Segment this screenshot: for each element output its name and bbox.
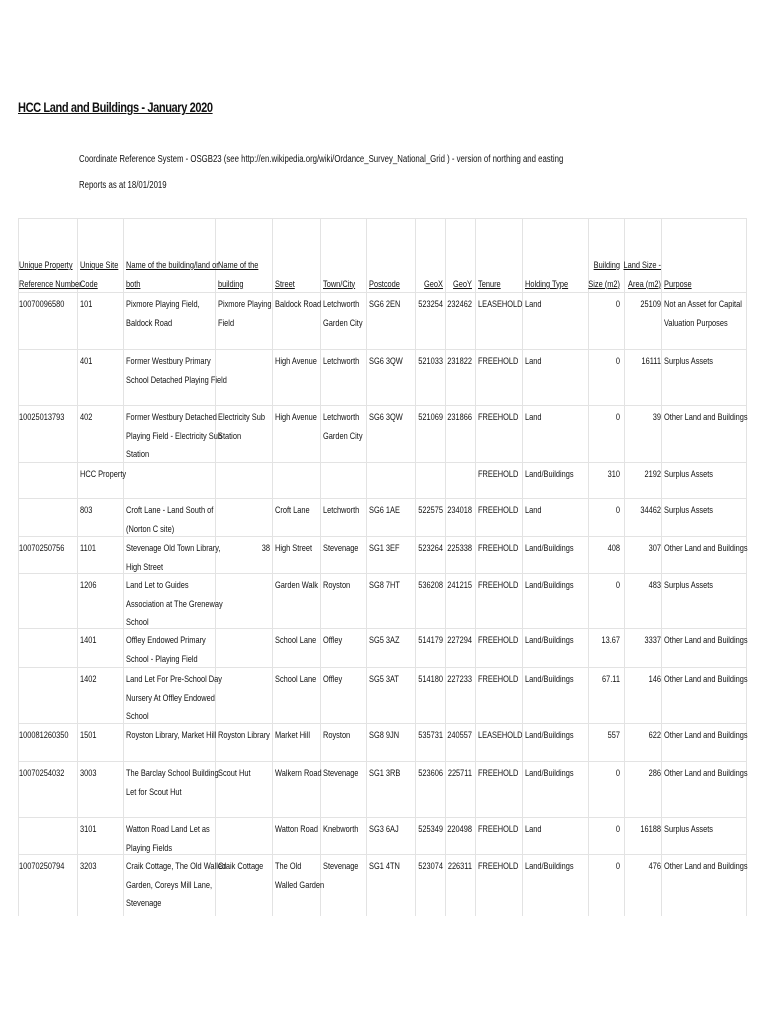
cell-tenure: LEASEHOLD (478, 299, 523, 310)
column-divider (445, 218, 446, 916)
cell-name: Station (126, 449, 150, 460)
cell-htype: Land/Buildings (525, 730, 574, 741)
table-row-divider (18, 462, 746, 463)
cell-uprn: Unique Property (19, 260, 73, 271)
cell-htype: Land/Buildings (525, 635, 574, 646)
cell-geox: 536208 (418, 580, 443, 591)
cell-town: Stevenage (323, 543, 359, 554)
cell-bsize: 0 (615, 768, 620, 779)
cell-postcode: SG6 1AE (369, 505, 400, 516)
cell-lsize: Area (m2) (628, 278, 661, 290)
table-row-divider (18, 854, 746, 855)
cell-town: Royston (323, 580, 351, 591)
cell-purpose: Not an Asset for Capital (664, 299, 742, 310)
cell-geoy: 234018 (447, 505, 472, 516)
cell-geoy: 232462 (447, 299, 472, 310)
cell-bname: Electricity Sub (218, 412, 265, 423)
cell-tenure: FREEHOLD (478, 505, 519, 516)
cell-lsize: 2192 (644, 469, 661, 480)
cell-postcode: SG3 6AJ (369, 824, 399, 835)
column-divider (77, 218, 78, 916)
cell-htype: Land/Buildings (525, 674, 574, 685)
cell-purpose: Other Land and Buildings (664, 543, 748, 554)
cell-uprn: 10070250756 (19, 543, 65, 554)
column-divider (123, 218, 124, 916)
cell-tenure: LEASEHOLD (478, 730, 523, 741)
cell-tenure: FREEHOLD (478, 469, 519, 480)
cell-name: Stevenage Old Town Library, (126, 543, 221, 554)
cell-geox: 523254 (418, 299, 443, 310)
cell-bsize: 0 (615, 861, 620, 872)
cell-postcode: SG1 4TN (369, 861, 400, 872)
cell-tenure: FREEHOLD (478, 674, 519, 685)
cell-street: Walled Garden (275, 879, 325, 891)
cell-lsize: 307 (648, 543, 661, 554)
cell-uprn: 100081260350 (19, 730, 69, 741)
cell-bname: Name of the (218, 260, 259, 271)
cell-street: Market Hill (275, 730, 311, 741)
cell-postcode: SG6 3QW (369, 412, 403, 423)
cell-geoy: 227294 (447, 635, 472, 646)
cell-site: 1402 (80, 674, 97, 685)
column-divider (475, 218, 476, 916)
cell-geoy: 227233 (447, 674, 472, 685)
cell-town: Letchworth (323, 412, 360, 423)
cell-street: Street (275, 278, 295, 290)
cell-tenure: FREEHOLD (478, 861, 519, 872)
cell-name: High Street (126, 561, 164, 573)
cell-bname: Craik Cottage (218, 861, 264, 872)
cell-bname: Field (218, 317, 235, 329)
cell-street: The Old (275, 861, 302, 872)
cell-postcode: Postcode (369, 278, 400, 290)
cell-town: Letchworth (323, 299, 360, 310)
cell-bsize: 13.67 (601, 635, 620, 646)
cell-name: Stevenage (126, 898, 162, 909)
table-row-divider (18, 723, 746, 724)
cell-bsize: Building (593, 260, 620, 271)
cell-lsize: 16111 (641, 356, 661, 367)
cell-geox: 535731 (418, 730, 443, 741)
cell-name: Former Westbury Primary (126, 356, 211, 367)
cell-name: Let for Scout Hut (126, 786, 182, 798)
cell-bname: Station (218, 430, 242, 442)
column-divider (215, 218, 216, 916)
cell-town: Town/City (323, 278, 356, 290)
cell-name: Nursery At Offley Endowed (126, 692, 215, 704)
cell-geox: 523606 (418, 768, 443, 779)
report-date: Reports as at 18/01/2019 (79, 180, 167, 191)
cell-bname: Royston Library (218, 730, 270, 741)
cell-site: 101 (80, 299, 93, 310)
cell-purpose: Surplus Assets (664, 356, 714, 367)
column-divider (366, 218, 367, 916)
cell-tenure: FREEHOLD (478, 824, 519, 835)
cell-geoy: 225338 (447, 543, 472, 554)
cell-lsize: 286 (648, 768, 661, 779)
cell-site: Unique Site (80, 260, 119, 271)
column-divider (522, 218, 523, 916)
cell-lsize: 622 (648, 730, 661, 741)
table-row-divider (18, 498, 746, 499)
cell-bsize: 0 (615, 356, 620, 367)
cell-name: Offley Endowed Primary (126, 635, 206, 646)
cell-name: Playing Fields (126, 842, 173, 854)
cell-geox: GeoX (424, 278, 443, 290)
cell-geoy: 240557 (447, 730, 472, 741)
cell-street: Baldock Road (275, 299, 322, 310)
cell-name: Land Let For Pre-School Day (126, 674, 222, 685)
crs-note: Coordinate Reference System - OSGB23 (see http://en.wikipedia.org/wiki/Ordance_Survey_National_Grid ) - version of northing and easting (79, 154, 564, 165)
table-row-divider (18, 667, 746, 668)
table-row-divider (18, 405, 746, 406)
cell-town: Garden City (323, 430, 363, 442)
cell-lsize: 25109 (640, 299, 661, 310)
cell-street: Croft Lane (275, 505, 310, 516)
cell-htype: Land (525, 299, 542, 310)
cell-htype: Land/Buildings (525, 543, 574, 554)
table-row-divider (18, 292, 746, 293)
cell-town: Letchworth (323, 505, 360, 516)
cell-lsize: 16188 (640, 824, 661, 835)
cell-bsize: 0 (615, 824, 620, 835)
cell-uprn: 10025013793 (19, 412, 65, 423)
cell-name: Baldock Road (126, 317, 173, 329)
cell-site: 402 (80, 412, 93, 423)
cell-name: School - Playing Field (126, 653, 198, 665)
cell-name: Royston Library, Market Hill (126, 730, 217, 741)
cell-bsize: 67.11 (601, 674, 620, 685)
cell-name: Former Westbury Detached (126, 412, 217, 423)
column-divider (415, 218, 416, 916)
cell-town: Offley (323, 674, 343, 685)
cell-name: both (126, 278, 141, 290)
column-divider (624, 218, 625, 916)
cell-purpose: Surplus Assets (664, 505, 714, 516)
table-row-divider (18, 536, 746, 537)
cell-geox: 521033 (418, 356, 443, 367)
cell-tenure: FREEHOLD (478, 635, 519, 646)
cell-purpose: Other Land and Buildings (664, 674, 748, 685)
cell-lsize: Land Size - (623, 260, 661, 271)
cell-town: Stevenage (323, 768, 359, 779)
cell-postcode: SG1 3RB (369, 768, 401, 779)
cell-purpose: Other Land and Buildings (664, 635, 748, 646)
table-row-divider (18, 761, 746, 762)
cell-geoy: 241215 (447, 580, 472, 591)
cell-htype: Land/Buildings (525, 469, 574, 480)
cell-name: Playing Field - Electricity Sub (126, 430, 222, 442)
cell-street: High Avenue (275, 356, 317, 367)
cell-purpose: Valuation Purposes (664, 317, 728, 329)
cell-bsize: 557 (607, 730, 620, 741)
cell-street: Garden Walk (275, 580, 318, 591)
cell-name: Craik Cottage, The Old Walled (126, 861, 227, 872)
column-divider (661, 218, 662, 916)
cell-name: Name of the building/land or (126, 260, 219, 271)
cell-bsize: Size (m2) (588, 278, 620, 290)
cell-name: School (126, 617, 149, 628)
cell-town: Knebworth (323, 824, 359, 835)
column-divider (18, 218, 19, 916)
cell-name: Pixmore Playing Field, (126, 299, 200, 310)
cell-geox: 514180 (418, 674, 443, 685)
cell-purpose: Other Land and Buildings (664, 861, 748, 872)
cell-purpose: Other Land and Buildings (664, 768, 748, 779)
cell-postcode: SG1 3EF (369, 543, 400, 554)
cell-name: School (126, 711, 149, 722)
cell-name: The Barclay School Building (126, 768, 219, 779)
cell-geoy: 226311 (447, 861, 472, 872)
cell-uprn: Reference Number (19, 278, 82, 290)
cell-htype: Land/Buildings (525, 861, 574, 872)
cell-bsize: 310 (607, 469, 620, 480)
cell-name: Land Let to Guides (126, 580, 189, 591)
cell-geoy: 220498 (447, 824, 472, 835)
column-divider (320, 218, 321, 916)
cell-street: High Avenue (275, 412, 317, 423)
column-divider (746, 218, 747, 916)
table-row-divider (18, 349, 746, 350)
cell-name: Croft Lane - Land South of (126, 505, 214, 516)
cell-purpose: Other Land and Buildings (664, 730, 748, 741)
cell-street: School Lane (275, 674, 317, 685)
cell-street: Watton Road (275, 824, 318, 835)
cell-htype: Land/Buildings (525, 768, 574, 779)
cell-htype: Land (525, 505, 542, 516)
cell-site: 1401 (80, 635, 97, 646)
cell-tenure: FREEHOLD (478, 580, 519, 591)
cell-geoy: 231822 (447, 356, 472, 367)
cell-postcode: SG8 7HT (369, 580, 400, 591)
cell-bsize: 0 (615, 580, 620, 591)
column-divider (588, 218, 589, 916)
table-row-divider (18, 628, 746, 629)
cell-town: Offley (323, 635, 343, 646)
cell-lsize: 483 (648, 580, 661, 591)
cell-htype: Land (525, 824, 542, 835)
cell-purpose: Purpose (664, 278, 692, 290)
cell-purpose: Surplus Assets (664, 580, 714, 591)
cell-tenure: FREEHOLD (478, 768, 519, 779)
cell-postcode: SG5 3AZ (369, 635, 400, 646)
cell-postcode: SG8 9JN (369, 730, 400, 741)
cell-bname: Scout Hut (218, 768, 251, 779)
cell-bsize: 0 (615, 412, 620, 423)
cell-bsize: 408 (607, 543, 620, 554)
cell-site: HCC Property (80, 469, 127, 480)
cell-geox: 523264 (418, 543, 443, 554)
cell-uprn: 10070254032 (19, 768, 65, 779)
cell-site: 803 (80, 505, 93, 516)
cell-purpose: Surplus Assets (664, 469, 714, 480)
cell-street: School Lane (275, 635, 317, 646)
cell-site: 3203 (80, 861, 97, 872)
column-divider (272, 218, 273, 916)
cell-town: Letchworth (323, 356, 360, 367)
cell-geoy: GeoY (453, 278, 472, 290)
cell-site: 1206 (80, 580, 97, 591)
cell-town: Stevenage (323, 861, 359, 872)
cell-bname: building (218, 278, 244, 290)
cell-tenure: FREEHOLD (478, 356, 519, 367)
cell-geox: 514179 (418, 635, 443, 646)
cell-htype: Land (525, 412, 542, 423)
cell-bsize: 0 (615, 505, 620, 516)
cell-geox: 525349 (418, 824, 443, 835)
cell-tenure: FREEHOLD (478, 412, 519, 423)
cell-postcode: SG5 3AT (369, 674, 399, 685)
cell-street: Walkern Road (275, 768, 322, 779)
cell-town: Garden City (323, 317, 363, 329)
cell-uprn: 10070250794 (19, 861, 65, 872)
cell-site: 3101 (80, 824, 97, 835)
table-row-divider (18, 573, 746, 574)
cell-street: High Street (275, 543, 313, 554)
cell-geox: 521069 (418, 412, 443, 423)
cell-lsize: 146 (648, 674, 661, 685)
table-top-border (18, 218, 746, 219)
cell-lsize: 3337 (644, 635, 661, 646)
cell-tenure: FREEHOLD (478, 543, 519, 554)
cell-bname: Pixmore Playing (218, 299, 272, 310)
cell-name: Watton Road Land Let as (126, 824, 210, 835)
page-title: HCC Land and Buildings - January 2020 (18, 100, 213, 115)
cell-name: School Detached Playing Field (126, 374, 227, 386)
cell-geoy: 231866 (447, 412, 472, 423)
cell-town: Royston (323, 730, 351, 741)
cell-bsize: 0 (615, 299, 620, 310)
cell-htype: Land (525, 356, 542, 367)
cell-site: 3003 (80, 768, 97, 779)
cell-geoy: 225711 (447, 768, 472, 779)
table-row-divider (18, 817, 746, 818)
cell-postcode: SG6 2EN (369, 299, 401, 310)
cell-uprn: 10070096580 (19, 299, 65, 310)
cell-name: Association at The Greneway (126, 598, 223, 610)
cell-postcode: SG6 3QW (369, 356, 403, 367)
cell-purpose: Surplus Assets (664, 824, 714, 835)
cell-lsize: 39 (652, 412, 661, 423)
cell-bname: 38 (261, 543, 270, 554)
cell-name: Garden, Coreys Mill Lane, (126, 879, 213, 891)
cell-tenure: Tenure (478, 278, 501, 290)
cell-geox: 522575 (418, 505, 443, 516)
cell-lsize: 34462 (640, 505, 661, 516)
cell-site: 1101 (80, 543, 96, 554)
cell-name: (Norton C site) (126, 523, 175, 535)
cell-site: Code (80, 278, 98, 290)
cell-lsize: 476 (648, 861, 661, 872)
cell-geox: 523074 (418, 861, 443, 872)
cell-site: 401 (80, 356, 93, 367)
cell-htype: Holding Type (525, 278, 569, 290)
cell-site: 1501 (80, 730, 97, 741)
cell-htype: Land/Buildings (525, 580, 574, 591)
cell-purpose: Other Land and Buildings (664, 412, 748, 423)
